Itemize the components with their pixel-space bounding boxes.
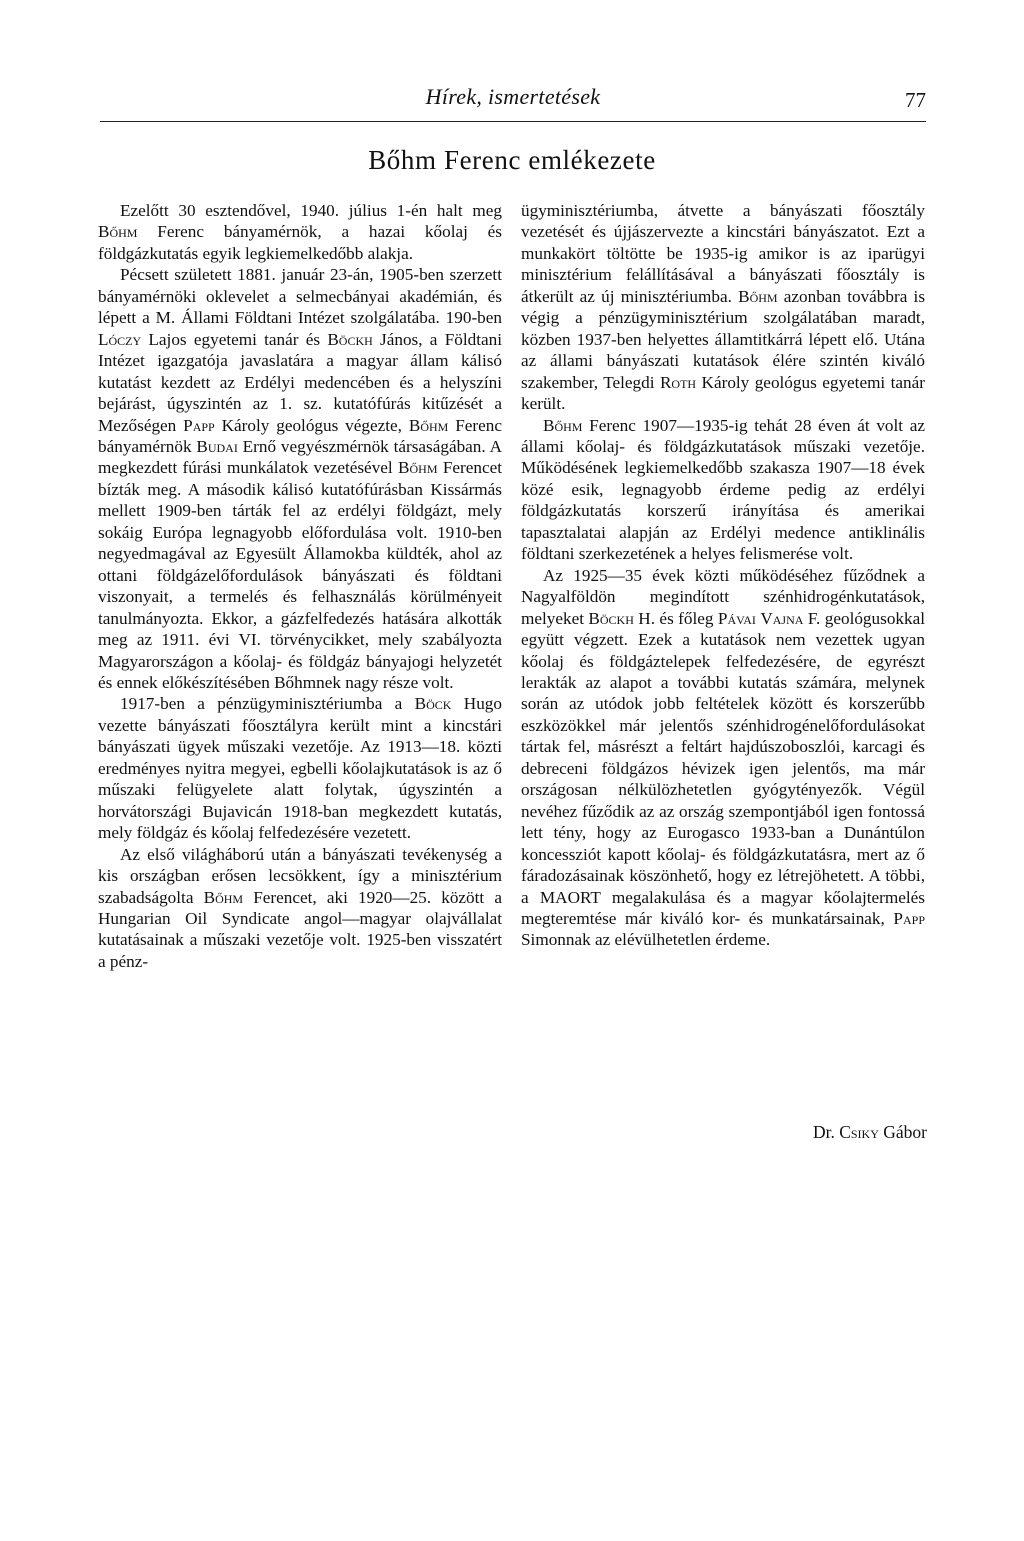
name-bohm: Bőhm	[408, 415, 449, 435]
paragraph	[98, 693, 502, 843]
running-header	[100, 78, 926, 118]
text-run: azonban továbbra is végig a pénzügyminisztérium szolgálatában maradt, közben 1937-ben helyettes államtitkárrá lépett elő. Utána az állami bányászati kutatások élére szintén kiváló szakember, Telegdi	[521, 286, 926, 392]
name-bohm: Bőhm	[398, 458, 438, 478]
paragraph	[521, 565, 925, 951]
text-run: Károly geológus végezte,	[214, 415, 409, 435]
name-bohm: Bőhm	[738, 286, 778, 306]
signature-given-name: Gábor	[878, 1122, 927, 1142]
name-budai: Budai	[196, 436, 238, 456]
text-run: Ferenc bányamérnök, a hazai kőolaj és földgázkutatás egyik legkiemelkedőbb alakja.	[98, 222, 502, 263]
author-signature	[813, 1122, 927, 1143]
name-papp: Papp	[893, 908, 925, 928]
text-run: Ernő vegyészmérnök társaságában. A megkezdett fúrási munkálatok vezetésével	[98, 436, 502, 478]
right-column	[521, 200, 925, 951]
signature-prefix: Dr.	[812, 1122, 840, 1142]
article-title: Bőhm Ferenc emlékezete	[368, 145, 656, 175]
name-bohm: Bőhm	[98, 222, 138, 242]
paragraph	[98, 200, 502, 264]
running-title: Hírek, ismertetések	[425, 84, 601, 109]
text-run: Hugo vezette bányászati főosztályra került mint a kincstári bányászati ügyek műszaki vezetője. Az 1913—18. közti eredményes nyitra megyei, egbelli kőolajkutatások is az ő műszaki felügyelete alatt folytak, úgyszintén a horvátországi Bujavicán 1918-ban megkezdett kutatás, mely földgáz és kőolaj felfedezésére vezetett.	[98, 694, 502, 843]
text-run: Lajos egyetemi tanár és	[141, 329, 328, 349]
text-run: Ferenc bányamérnök	[98, 415, 502, 456]
text-run: ügyminisztériumba, átvette a bányászati főosztály vezetését és újjászervezte a kincstári bányászatot. Ezt a munkakört töltötte be 1935-ig amikor is az iparügyi minisztérium felállításával a bányászati főosztály is átkerült az új minisztériumba.	[521, 201, 925, 306]
name-pavai: Pávai	[717, 608, 756, 628]
paragraph	[98, 844, 502, 973]
name-bock: Böck	[414, 694, 452, 714]
text-run: Ferenc 1907—1935-ig tehát 28 éven át volt az állami kőolaj- és földgázkutatások műszaki vezetője. Működésének legkiemelkedőbb szakasza 1907—18 évek közé esik, legnagyobb érdeme pedig az erdélyi földgázkutatás korszerű irányítása és amerikai tapasztalatai alapján az Erdélyi medence antiklinális földtani szerkezetének a helyes felismerése volt.	[521, 415, 925, 564]
name-vajna: Vajna	[760, 608, 804, 628]
name-bockh: Böckh	[327, 329, 373, 349]
page-number: 77	[905, 88, 926, 112]
text-run: Ferencet, aki 1920—25. között a Hungarian Oil Syndicate angol—magyar olajvállalat kutatásainak a műszaki vezetője volt. 1925-ben visszatért a pénz-	[98, 887, 502, 971]
header-rule	[100, 121, 926, 122]
text-run: F. geológusokkal együtt végzett. Ezek a kutatások nem vezettek ugyan kőolaj és földgáztelepek felfedezésére, de egyrészt lerakták az alapot a további kutatás számára, melynek során az utódok jobb feltételek között és korszerűbb eszközökkel már jelentős szénhidrogénelőfordulásokat tártak fel, másrészt a feltárt hajdúszoboszlói, karcagi és debreceni földgázos hévizek igen jelentős, ma már országosan nélkülözhetetlen gyógytényezők. Végül nevéhez fűződik az az ország szempontjából igen fontossá lett tény, hogy az Eurogasco 1933-ban a Dunántúlon koncessziót kapott kőolaj- és földgázkutatásra, mert az ő fáradozásainak köszönhető, hogy ez létrejöhetett. A többi, a MAORT megalakulása és a magyar kőolajtermelés megteremtése már kiváló kor- és munkatársainak,	[521, 608, 925, 928]
name-papp: Papp	[183, 415, 215, 435]
name-csiky: Csiky	[839, 1122, 879, 1142]
name-bohm: Bőhm	[203, 887, 244, 907]
text-run: 1917-ben a pénzügyminisztériumba a	[120, 694, 415, 714]
left-column	[98, 200, 502, 972]
paragraph	[521, 200, 925, 415]
paragraph	[98, 264, 502, 693]
text-run: János, a Földtani Intézet igazgatója javaslatára a magyar állam kálisó kutatást kezdett az Erdélyi medencében és a helyszíni bejárást, úgyszintén az 1. sz. kutatófúrás kitűzését a Mezőségen	[98, 329, 502, 435]
paragraph	[521, 415, 925, 565]
name-bockh: Böckh	[588, 608, 634, 628]
text-run: Az első világháború után a bányászati tevékenység a kis országban erősen lecsökkent, így a minisztérium szabadságolta	[98, 844, 502, 907]
name-roth: Roth	[659, 372, 697, 392]
text-run: Simonnak az elévülhetetlen érdeme.	[521, 930, 771, 950]
text-run: Az 1925—35 évek közti működéséhez fűződnek a Nagyalföldön megindított szénhidrogénkutatások, melyeket	[521, 565, 925, 628]
text-run: Ezelőtt 30 esztendővel, 1940. július 1-én halt meg	[120, 201, 502, 220]
name-loczy: Lóczy	[98, 329, 142, 349]
name-bohm: Bőhm	[543, 415, 583, 435]
text-run: Pécsett született 1881. január 23-án, 1905-ben szerzett bányamérnöki oklevelet a selmecbányai akadémián, és lépett a M. Állami Földtani Intézet szolgálatába. 190-ben	[98, 265, 502, 328]
text-run: H. és főleg	[633, 608, 718, 628]
text-run: Károly geológus egyetemi tanár került.	[521, 372, 926, 414]
text-run: Ferencet bízták meg. A második kálisó kutatófúrásban Kissármás mellett 1909-ben tárták fel az erdélyi földgázt, mely sokáig Európa legnagyobb előfordulása volt. 1910-ben negyedmagával az Egyesült Államokba küldték, ahol az ottani földgázelőfordulások bányászati és földtani viszonyait, a termelés és felhasználás körülményeit tanulmányozta. Ekkor, a gázfelfedezés hatására alkották meg az 1911. évi VI. törvénycikket, mely szabályozta Magyarországon a kőolaj- és földgáz bányajogi helyzetét és ennek előkészítésében Bőhmnek nagy része volt.	[98, 458, 502, 692]
